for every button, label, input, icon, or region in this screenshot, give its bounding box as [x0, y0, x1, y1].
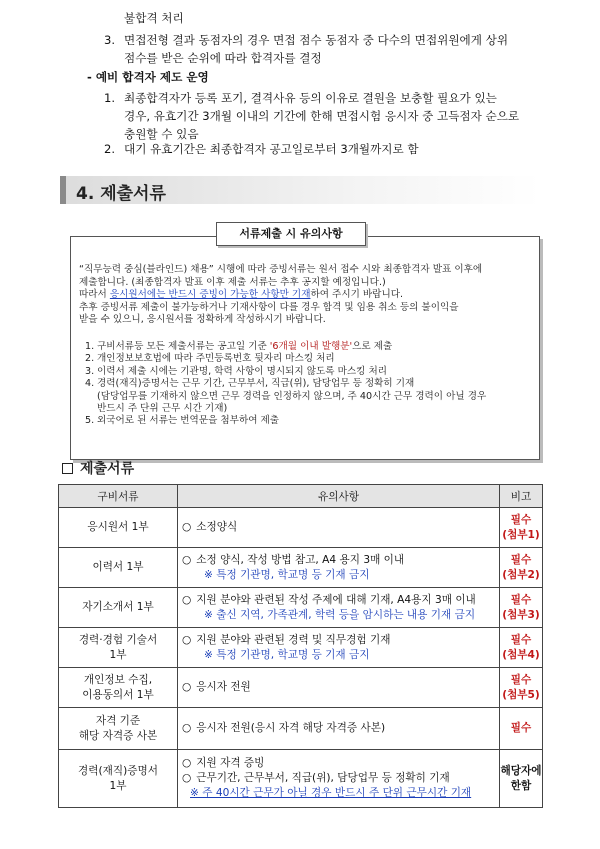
remark-label: 필수	[510, 553, 532, 566]
remark-attachment: (첨부2)	[502, 568, 540, 581]
table-row	[59, 750, 543, 808]
notice-paragraph	[79, 264, 535, 327]
remark-label: 필수	[510, 633, 532, 646]
list-emphasis: '6개월 이내 발행분'	[269, 341, 353, 352]
note-warning: ※ 주 40시간 근무가 아닐 경우 반드시 주 단위 근무시간 기재	[190, 787, 472, 799]
list-text: 외국어로 된 서류는 번역문을 첨부하여 제출	[97, 415, 280, 427]
notice-list-item	[85, 415, 533, 427]
remark-attachment: (첨부3)	[502, 608, 540, 621]
circle-bullet-icon: ○	[182, 722, 192, 734]
note-line	[182, 680, 499, 695]
table-row	[59, 548, 543, 588]
circle-bullet-icon: ○	[182, 757, 192, 769]
notice-line: 추후 증빙서류 제출이 불가능하거나 기재사항이 다를 경우 합격 및 임용 취소 등의 불이익을	[79, 301, 459, 313]
checkbox-square-icon	[62, 463, 73, 474]
note-text: 지원 분야와 관련된 경력 및 직무경험 기재	[196, 633, 391, 646]
table-row	[59, 588, 543, 628]
circle-bullet-icon: ○	[182, 521, 192, 533]
remark-label: 해당자에	[500, 764, 542, 777]
header-remark: 비고	[500, 485, 543, 508]
circle-bullet-icon: ○	[182, 553, 192, 566]
note-line	[182, 520, 499, 535]
note-warning: ※ 특정 기관명, 학교명 등 기재 금지	[204, 568, 370, 581]
notice-list-item	[85, 378, 533, 415]
note-line	[182, 593, 499, 608]
list-number: 2.	[85, 353, 95, 365]
note-line	[182, 633, 499, 648]
note-text: 지원 분야와 관련된 작성 주제에 대해 기재, A4용지 3매 이내	[196, 593, 476, 606]
doc-remark	[500, 708, 543, 750]
doc-name: 자기소개서 1부	[59, 588, 178, 628]
note-text: 지원 자격 증빙	[196, 757, 265, 769]
notice-title: 서류제출 시 유의사항	[216, 222, 366, 246]
list-number: 4.	[85, 378, 95, 390]
list-number: 5.	[85, 415, 95, 427]
section-title: 4. 제출서류	[76, 184, 166, 204]
tie-break-item	[104, 31, 564, 67]
doc-name-line: 개인정보 수집,	[83, 673, 153, 686]
remark-label: 필수	[510, 722, 532, 734]
list-number: 3.	[85, 365, 95, 377]
note-warning: ※ 출신 지역, 가족관계, 학력 등을 암시하는 내용 기재 금지	[204, 608, 476, 621]
notice-list-item	[85, 353, 533, 365]
doc-name-line: 이용동의서 1부	[82, 688, 154, 701]
table-row	[59, 708, 543, 750]
doc-notes	[178, 588, 500, 628]
notice-text: 따라서	[79, 289, 110, 301]
list-text: (담당업무를 기재하지 않으면 근무 경력을 인정하지 않으며, 주 40시간 근무 경력이 아닐 경우	[97, 390, 487, 402]
remark-attachment: (첨부4)	[502, 648, 540, 661]
notice-list-item	[85, 366, 533, 378]
remark-attachment: (첨부5)	[502, 688, 540, 701]
notice-list-item	[85, 341, 533, 353]
notice-list	[85, 341, 533, 428]
notice-emphasis: 응시원서에는 반드시 증빙이 가능한 사항만 기재	[109, 289, 311, 301]
list-text: 반드시 주 단위 근무 시간 기재)	[97, 403, 228, 415]
doc-name-line: 경력(재직)증명서	[78, 764, 158, 777]
reserve-heading: - 예비 합격자 제도 운영	[87, 70, 209, 84]
note-text: 응시자 전원(응시 자격 해당 자격증 사본)	[196, 722, 386, 734]
list-number: 1.	[85, 341, 95, 352]
doc-name-line: 1부	[109, 648, 127, 661]
note-line	[182, 756, 499, 771]
note-line	[182, 771, 499, 786]
item-line: 충원할 수 있음	[124, 127, 199, 141]
doc-remark	[500, 628, 543, 668]
doc-remark	[500, 668, 543, 708]
list-text: 경력(재직)증명서는 근무 기간, 근무부서, 직급(위), 담당업무 등 정확히 기재	[97, 378, 415, 390]
table-header-row	[59, 485, 543, 508]
table-row	[59, 628, 543, 668]
reserve-item-1	[104, 89, 564, 143]
note-text: 소정 양식, 작성 방법 참고, A4 용지 3매 이내	[196, 553, 405, 566]
note-line	[182, 721, 499, 736]
section-header	[60, 176, 540, 204]
list-text: 구비서류등 모든 제출서류는 공고일 기준	[97, 341, 270, 352]
circle-bullet-icon: ○	[182, 772, 192, 784]
list-text: 이력서 제출 시에는 기관명, 학력 사항이 명시되지 않도록 마스킹 처리	[97, 365, 387, 377]
remark-attachment: (첨부1)	[502, 528, 540, 541]
circle-bullet-icon: ○	[182, 593, 192, 606]
item-line: 대기 유효기간은 최종합격자 공고일로부터 3개월까지로 함	[124, 142, 419, 156]
note-warning: ※ 특정 기관명, 학교명 등 기재 금지	[204, 648, 370, 661]
remark-label: 필수	[510, 513, 532, 526]
table-row	[59, 668, 543, 708]
doc-remark	[500, 588, 543, 628]
note-text: 근무기간, 근무부서, 직급(위), 담당업무 등 정확히 기재	[196, 772, 450, 784]
documents-heading	[62, 458, 134, 478]
list-text: 개인정보보호법에 따라 주민등록번호 뒷자리 마스킹 처리	[97, 353, 335, 365]
item-number: 3.	[104, 33, 116, 47]
note-line	[182, 553, 499, 568]
doc-name-line: 해당 자격증 사본	[78, 729, 158, 742]
note-text: 응시자 전원	[196, 681, 251, 693]
doc-name	[59, 628, 178, 668]
documents-table	[58, 484, 543, 808]
circle-bullet-icon: ○	[182, 681, 192, 693]
doc-name-line: 자격 기준	[95, 714, 141, 727]
notice-line	[79, 289, 535, 302]
notice-text: 하여 주시기 바랍니다.	[310, 289, 404, 301]
notice-line: “직무능력 중심(블라인드) 채용” 시행에 따라 증빙서류는 원서 접수 시와 최종합격자 발표 이후에	[79, 264, 483, 275]
reserve-item-2	[104, 140, 564, 158]
note-text: 소정양식	[196, 521, 238, 533]
remark-label: 한함	[510, 779, 532, 792]
doc-remark	[500, 750, 543, 808]
doc-notes	[178, 628, 500, 668]
doc-remark	[500, 508, 543, 548]
doc-notes	[178, 668, 500, 708]
doc-name	[59, 750, 178, 808]
header-notes: 유의사항	[178, 485, 500, 508]
item-number: 1.	[104, 91, 116, 105]
section-accent-bar	[60, 176, 66, 204]
doc-name-line: 1부	[109, 779, 127, 792]
continuation-text: 불합격 처리	[124, 11, 184, 25]
doc-name: 이력서 1부	[59, 548, 178, 588]
doc-notes	[178, 708, 500, 750]
doc-notes	[178, 508, 500, 548]
doc-name-line: 경력·경험 기술서	[78, 633, 158, 646]
doc-notes	[178, 750, 500, 808]
item-line: 최종합격자가 등록 포기, 결격사유 등의 이유로 결원을 보충할 필요가 있는	[124, 91, 497, 105]
doc-notes	[178, 548, 500, 588]
remark-label: 필수	[510, 593, 532, 606]
notice-line: 받을 수 있으니, 응시원서를 정확하게 작성하시기 바랍니다.	[79, 314, 326, 326]
notice-line: 제출합니다. (최종합격자 발표 이후 제출 서류는 추후 공지할 예정입니다.)	[79, 276, 386, 288]
item-line: 경우, 유효기간 3개월 이내의 기간에 한해 면접시험 응시자 중 고득점자 순으로	[124, 109, 520, 123]
item-line: 점수를 받은 순위에 따라 합격자를 결정	[124, 51, 322, 65]
doc-name	[59, 708, 178, 750]
doc-name: 응시원서 1부	[59, 508, 178, 548]
header-name: 구비서류	[59, 485, 178, 508]
documents-heading-text: 제출서류	[80, 461, 135, 477]
doc-name	[59, 668, 178, 708]
doc-remark	[500, 548, 543, 588]
table-row	[59, 508, 543, 548]
remark-label: 필수	[510, 673, 532, 686]
circle-bullet-icon: ○	[182, 633, 192, 646]
item-line: 면접전형 결과 동점자의 경우 면접 점수 동점자 중 다수의 면접위원에게 상위	[124, 33, 509, 47]
item-number: 2.	[104, 142, 116, 156]
list-text: 으로 제출	[352, 341, 393, 352]
